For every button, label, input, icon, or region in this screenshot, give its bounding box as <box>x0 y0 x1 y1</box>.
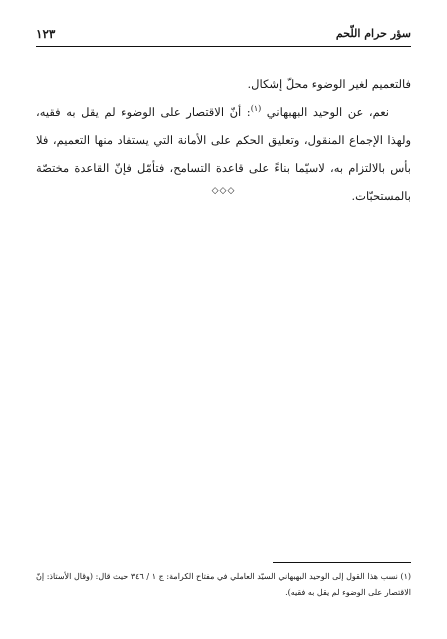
paragraph-2-rest: : أنّ الاقتصار على الوضوء لم يقل به فقيه، ولهذا الإجماع المنقول، وتعليق الحكم على الأمانة التي يستفاد منها التعميم، فلا بأس بالالتزام به، لاسيّما بناءً على قاعدة التسامح، فتأمّل فإنّ القاعدة مختصّة بالمستحبّات. <box>36 105 411 203</box>
section-ornament: ◇◇◇ <box>211 186 236 196</box>
footnote-1: (١) نسب هذا القول إلى الوحيد البهبهاني السيّد العاملي في مفتاح الكرامة: ج ١ / ٣٤٦ حيث قال: (وقال الأستاذ: إنّ الاقتصار على الوضوء لم يقل به فقيه). <box>36 572 412 597</box>
footnotes <box>36 569 411 601</box>
footnote-rule <box>273 562 411 563</box>
paragraph-1: فالتعميم لغير الوضوء محلّ إشكال. <box>247 77 411 91</box>
page-number: ١٢٣ <box>36 27 56 41</box>
page-header <box>36 27 411 43</box>
running-title: سؤر حرام اللّحم <box>335 27 411 40</box>
header-rule <box>36 46 411 47</box>
footnote-reference: (١) <box>250 104 262 114</box>
paragraph-2-start: نعم، عن الوحيد البهبهاني <box>266 105 389 119</box>
